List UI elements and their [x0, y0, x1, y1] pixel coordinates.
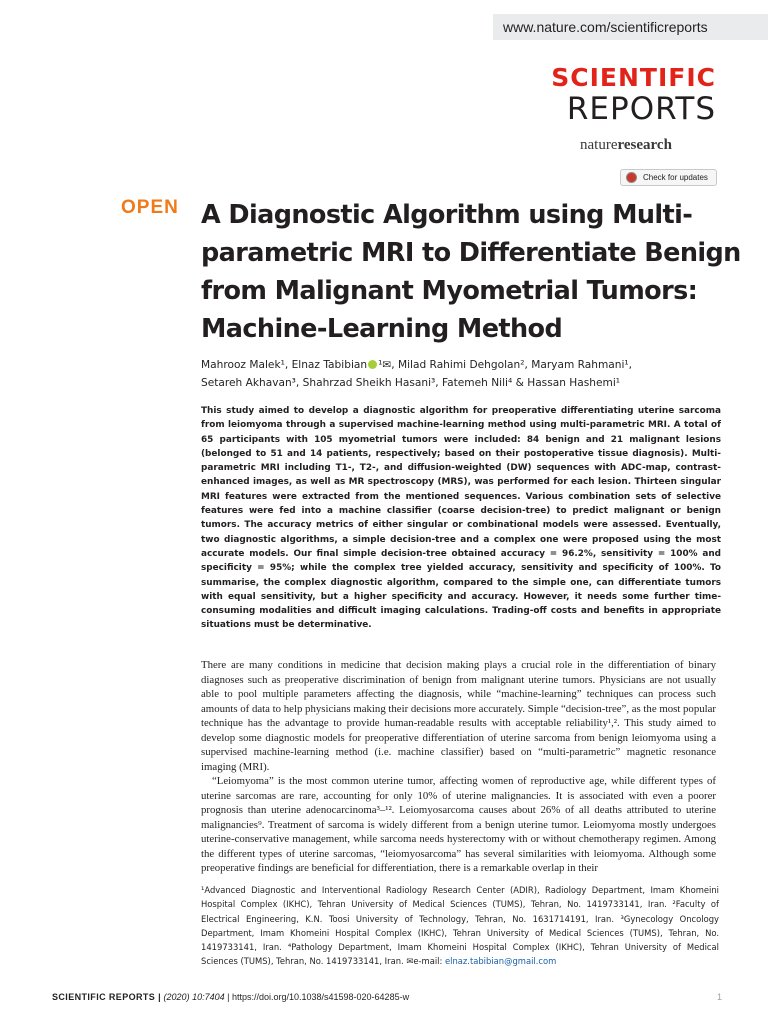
affiliations-text: ¹Advanced Diagnostic and Interventional Radiology Research Center (ADIR), Radiology Department, Imam Khomeini Hospital Complex (IKHC), Tehran University of Medical Sciences (TUMS), Tehran, No. 1419733141, Iran. ²Faculty of Electrical Engineering, K.N. Toosi University of Technology, Tehran, No. 1631714191, Iran. ³Gynecology Oncology Department, Imam Khomeini Hospital Complex (IKHC), Tehran University of Medical Sciences (TUMS), Tehran, No. 1419733141, Iran. ⁴Pathology Department, Imam Khomeini Hospital Complex (IKHC), Tehran University of Medical Sciences (TUMS), Tehran, No. 1419733141, Iran. ✉e-mail: — [201, 885, 719, 967]
authors-line1a: Mahrooz Malek¹, Elnaz Tabibian — [201, 359, 368, 371]
page-number: 1 — [716, 992, 722, 1002]
footer-doi-link[interactable]: | https://doi.org/10.1038/s41598-020-64285-w — [224, 992, 410, 1002]
journal-logo — [456, 64, 716, 126]
journal-url[interactable]: www.nature.com/scientificreports — [493, 14, 768, 40]
body-paragraph-1: There are many conditions in medicine that decision making plays a crucial role in the differentiation of binary diagnoses such as preoperative discrimination of benign from malignant uterine tumors. Physicians are not usually able to pool multiple parameters affecting the diagnosis, while “machine-learning” techniques can process such amounts of data to help physicians making their decisions more accurately. Simple “decision-tree”, as the most popular technique has the advantage to provide human-readable results with acceptable reliability¹,². This study aimed to develop some diagnostic models for preoperative differentiation of uterine sarcoma from benign leiomyoma using a supervised machine-learning method (i.e. machine classifier) based on “multi-parametric” magnetic resonance imaging (MRI). — [201, 659, 717, 773]
abstract: This study aimed to develop a diagnostic algorithm for preoperative differentiating uterine sarcoma from leiomyoma through a supervised machine-learning method using multi-parametric MRI. A total of 65 participants with 105 myometrial tumors were included: 84 benign and 21 malignant lesions (belonged to 51 and 14 patients, respectively; based on their postoperative tissue diagnosis). Multi-parametric MRI including T1-, T2-, and diffusion-weighted (DW) sequences with ADC-map, contrast-enhanced images, as well as MR spectroscopy (MRS), was performed for each lesion. Thirteen singular MRI features were extracted from the mentioned sequences. Various combination sets of selective features were fed into a machine classifier (coarse decision-tree) to predict malignant or benign tumors. The accuracy metrics of either singular or combinational models were assessed. Eventually, two diagnostic algorithms, a simple decision-tree and a complex one were proposed using the most accurate models. Our final simple decision-tree obtained accuracy = 96.2%, sensitivity = 100% and specificity = 95%; while the complex tree yielded accuracy, sensitivity and specificity of 100%. To summarise, the complex diagnostic algorithm, compared to the simple one, can differentiate tumors with equal sensitivity, but a higher specificity and accuracy. However, it needs some further time-consuming modalities and difficult imaging calculations. Trading-off costs and benefits in appropriate situations must be determinative. — [201, 406, 721, 631]
updates-label: Check for updates — [643, 173, 708, 182]
open-access-label: OPEN — [121, 197, 179, 218]
publisher-prefix: nature — [580, 137, 618, 153]
publisher-suffix: research — [617, 137, 672, 153]
affiliations — [201, 883, 719, 969]
page-footer — [52, 990, 722, 1004]
body-paragraph-2: “Leiomyoma” is the most common uterine tumor, affecting women of reproductive age, while different types of uterine sarcomas are rare, accounting for only 10% of uterine malignancies. It is associated with even a poorer prognosis than uterine adenocarcinoma³–¹². Leiomyosarcoma causes about 26% of all deaths attributed to uterine malignancies⁹. Treatment of sarcoma is widely different from a benign uterine tumor. Leiomyoma mostly undergoes uterine-conservative management, while sarcoma needs hysterectomy with or without chemotherapy regimen. Among the different types of uterine sarcomas, “leiomyosarcoma” has several similarities with leiomyoma. Although some preoperative findings are beneficial for differentiation, there is a remarkable overlap in their — [201, 775, 716, 874]
footer-journal: SCIENTIFIC REPORTS | — [52, 992, 162, 1002]
authors-line2: Setareh Akhavan³, Shahrzad Sheikh Hasani³, Fatemeh Nili⁴ & Hassan Hashemi¹ — [201, 377, 621, 389]
author-list — [201, 356, 721, 392]
corresponding-email-link[interactable]: elnaz.tabibian@gmail.com — [444, 956, 557, 967]
article-title: A Diagnostic Algorithm using Multi-parametric MRI to Differentiate Benign from Malignant Myometrial Tumors: Machine-Learning Method — [201, 200, 741, 344]
logo-scientific: SCIENTIFIC — [551, 63, 716, 92]
footer-citation: (2020) 10:7404 — [163, 992, 225, 1002]
check-for-updates-button[interactable] — [620, 169, 717, 186]
authors-line1b: ¹✉, Milad Rahimi Dehgolan², Maryam Rahmani¹, — [378, 359, 633, 371]
logo-reports: REPORTS — [566, 91, 716, 127]
article-body — [201, 658, 716, 876]
publisher-logo — [580, 137, 672, 154]
crossmark-icon — [626, 172, 637, 183]
orcid-icon[interactable] — [368, 360, 377, 369]
